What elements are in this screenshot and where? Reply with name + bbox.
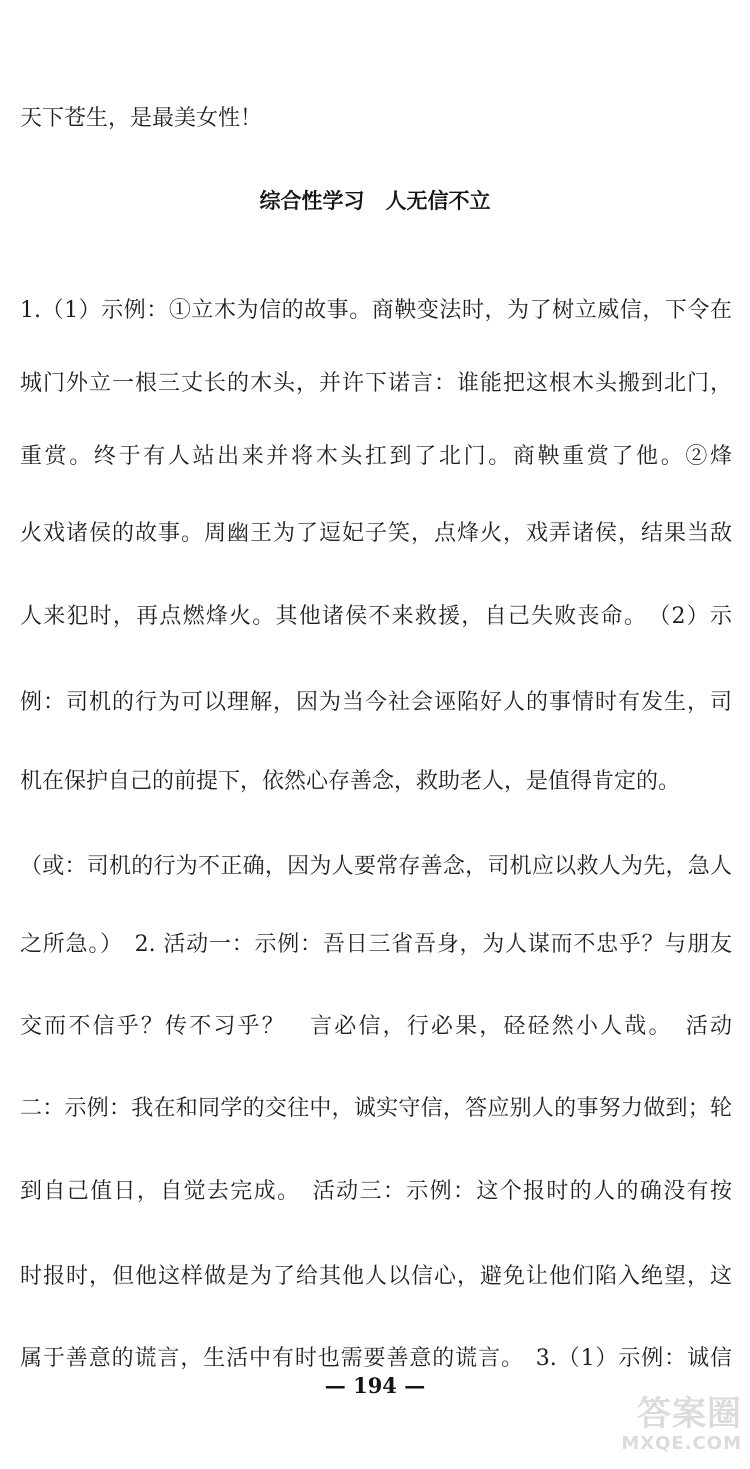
text-line: 属于善意的谎言，生活中有时也需要善意的谎言。 3.（1）示例：诚信	[20, 1346, 732, 1371]
text-line: 时报时，但他这样做是为了给其他人以信心，避免让他们陷入绝望，这	[20, 1264, 732, 1289]
text-line: 之所急。） 2. 活动一：示例：吾日三省吾身，为人谋而不忠乎？与朋友	[20, 932, 732, 957]
text-line: 到自己值日，自觉去完成。 活动三：示例：这个报时的人的确没有按	[20, 1179, 732, 1204]
text-line: 1.（1）示例：①立木为信的故事。商鞅变法时，为了树立威信，下令在	[20, 298, 732, 323]
text-line: 人来犯时，再点燃烽火。其他诸侯不来救援，自己失败丧命。 （2）示	[20, 604, 732, 629]
text-line: 例：司机的行为可以理解，因为当今社会诬陷好人的事情时有发生，司	[20, 690, 732, 715]
watermark-text: 答案圈	[637, 1394, 742, 1434]
text-line: 二：示例：我在和同学的交往中，诚实守信，答应别人的事努力做到；轮	[20, 1096, 732, 1121]
section-title: 综合性学习 人无信不立	[259, 189, 491, 213]
text-line: 机在保护自己的前提下，依然心存善念，救助老人，是值得肯定的。	[20, 769, 681, 794]
text-line: 重赏。终于有人站出来并将木头扛到了北门。商鞅重赏了他。②烽	[20, 444, 732, 469]
text-line: 城门外立一根三丈长的木头，并许下诺言：谁能把这根木头搬到北门，	[20, 371, 732, 396]
text-line: 交而不信乎？传不习乎？ 言必信，行必果，硁硁然小人哉。 活动	[20, 1014, 732, 1039]
opening-line: 天下苍生，是最美女性！	[20, 106, 263, 131]
text-line: （或：司机的行为不正确，因为人要常存善念，司机应以救人为先，急人	[20, 854, 732, 879]
watermark-url: MXQE.COM	[621, 1433, 742, 1454]
page-number: — 194 —	[324, 1373, 426, 1398]
text-line: 火戏诸侯的故事。周幽王为了逗妃子笑，点烽火，戏弄诸侯，结果当敌	[20, 521, 732, 546]
watermark-logo	[602, 1395, 742, 1461]
